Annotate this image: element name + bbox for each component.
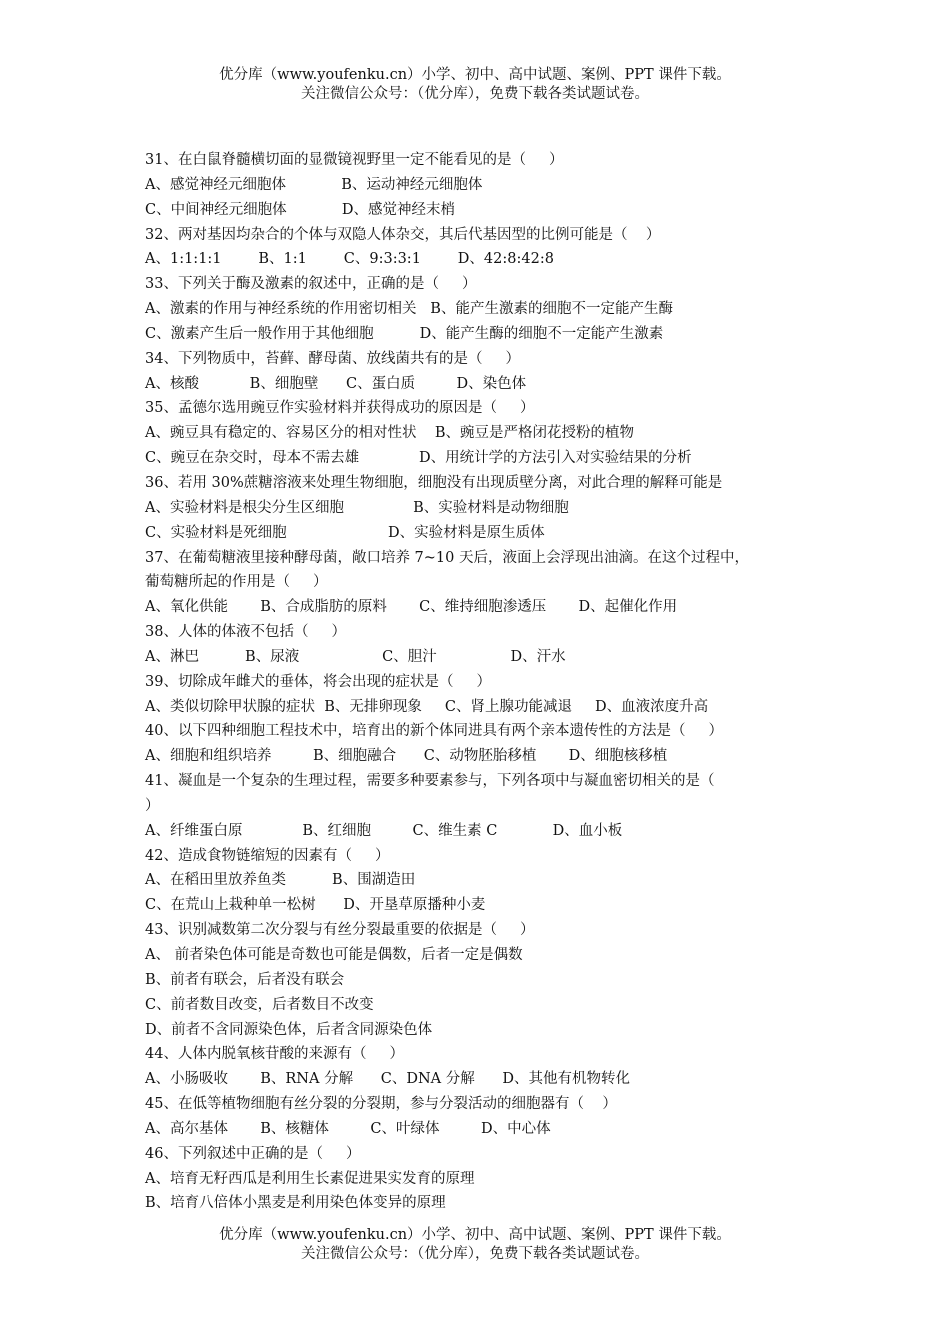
answer-options: C、在荒山上栽种单一松树 D、开垦草原播种小麦 [145,897,486,914]
answer-option: D、前者不含同源染色体，后者含同源染色体 [145,1021,433,1038]
answer-options: A、类似切除甲状腺的症状 B、无排卵现象 C、肾上腺功能减退 D、血液浓度升高 [145,698,709,715]
question-text: 43、识别减数第二次分裂与有丝分裂最重要的依据是（ ） [145,922,535,939]
question-text: 34、下列物质中，苔藓、酵母菌、放线菌共有的是（ ） [145,350,520,367]
answer-options: A、纤维蛋白原 B、红细胞 C、维生素 C D、血小板 [145,822,623,839]
footer-line-1: 优分库（www.youfenku.cn）小学、初中、高中试题、案例、PPT 课件下载。 [219,1227,731,1243]
answer-options: A、细胞和组织培养 B、细胞融合 C、动物胚胎移植 D、细胞核移植 [145,748,668,765]
question-text: 40、以下四种细胞工程技术中，培育出的新个体同进具有两个亲本遗传性的方法是（ ） [145,723,723,740]
answer-options: A、1:1:1:1 B、1:1 C、9:3:3:1 D、42:8:42:8 [145,251,554,268]
footer-line-2: 关注微信公众号：（优分库），免费下载各类试题试卷。 [301,1246,649,1262]
answer-option: C、前者数目改变，后者数目不改变 [145,996,374,1013]
answer-option: B、前者有联会，后者没有联会 [145,971,345,988]
answer-options: A、淋巴 B、尿液 C、胆汁 D、汗水 [145,648,566,665]
question-text: 35、孟德尔选用豌豆作实验材料并获得成功的原因是（ ） [145,400,535,417]
question-list [145,148,825,1216]
question-text-continued: ） [145,797,160,814]
question-text: 38、人体的体液不包括（ ） [145,624,346,641]
question-text: 44、人体内脱氧核苷酸的来源有（ ） [145,1046,404,1063]
question-text: 36、若用 30%蔗糖溶液来处理生物细胞，细胞没有出现质壁分离，对此合理的解释可能是 [145,474,723,491]
answer-options: A、感觉神经元细胞体 B、运动神经元细胞体 [145,176,483,193]
page-header [0,66,950,104]
header-line-1: 优分库（www.youfenku.cn）小学、初中、高中试题、案例、PPT 课件下载。 [219,67,731,83]
answer-options: A、在稻田里放养鱼类 B、围湖造田 [145,872,416,889]
answer-options: A、核酸 B、细胞壁 C、蛋白质 D、染色体 [145,375,527,392]
question-text: 45、在低等植物细胞有丝分裂的分裂期，参与分裂活动的细胞器有（ ） [145,1096,617,1113]
question-text: 39、切除成年雌犬的垂体，将会出现的症状是（ ） [145,673,491,690]
answer-options: C、豌豆在杂交时，母本不需去雄 D、用统计学的方法引入对实验结果的分析 [145,450,692,467]
question-text: 42、造成食物链缩短的因素有（ ） [145,847,390,864]
question-text: 32、两对基因均杂合的个体与双隐人体杂交，其后代基因型的比例可能是（ ） [145,226,661,243]
answer-options: C、激素产生后一般作用于其他细胞 D、能产生酶的细胞不一定能产生激素 [145,325,664,342]
answer-option: B、培育八倍体小黑麦是利用染色体变异的原理 [145,1195,446,1212]
answer-options: A、豌豆具有稳定的、容易区分的相对性状 B、豌豆是严格闭花授粉的植物 [145,425,635,442]
answer-options: A、高尔基体 B、核糖体 C、叶绿体 D、中心体 [145,1120,551,1137]
page-footer [0,1226,950,1264]
answer-options: A、实验材料是根尖分生区细胞 B、实验材料是动物细胞 [145,499,569,516]
question-text: 37、在葡萄糖液里接种酵母菌，敞口培养 7~10 天后，液面上会浮现出油滴。在这个过程中， [145,549,749,566]
question-text: 41、凝血是一个复杂的生理过程，需要多种要素参与，下列各项中与凝血密切相关的是（ [145,773,715,790]
answer-options: A、氧化供能 B、合成脂肪的原料 C、维持细胞渗透压 D、起催化作用 [145,599,678,616]
question-text: 33、下列关于酶及激素的叙述中，正确的是（ ） [145,276,477,293]
answer-options: C、中间神经元细胞体 D、感觉神经末梢 [145,201,456,218]
answer-options: A、小肠吸收 B、RNA 分解 C、DNA 分解 D、其他有机物转化 [145,1071,630,1088]
question-text: 31、在白鼠脊髓横切面的显微镜视野里一定不能看见的是（ ） [145,152,564,168]
answer-option: A、培育无籽西瓜是利用生长素促进果实发育的原理 [145,1170,475,1187]
question-text-continued: 葡萄糖所起的作用是（ ） [145,574,328,591]
answer-options: C、实验材料是死细胞 D、实验材料是原生质体 [145,524,545,541]
question-text: 46、下列叙述中正确的是（ ） [145,1145,361,1162]
header-line-2: 关注微信公众号：（优分库），免费下载各类试题试卷。 [301,86,649,102]
answer-option: A、 前者染色体可能是奇数也可能是偶数，后者一定是偶数 [145,947,523,963]
answer-options: A、激素的作用与神经系统的作用密切相关 B、能产生激素的细胞不一定能产生酶 [145,301,673,318]
